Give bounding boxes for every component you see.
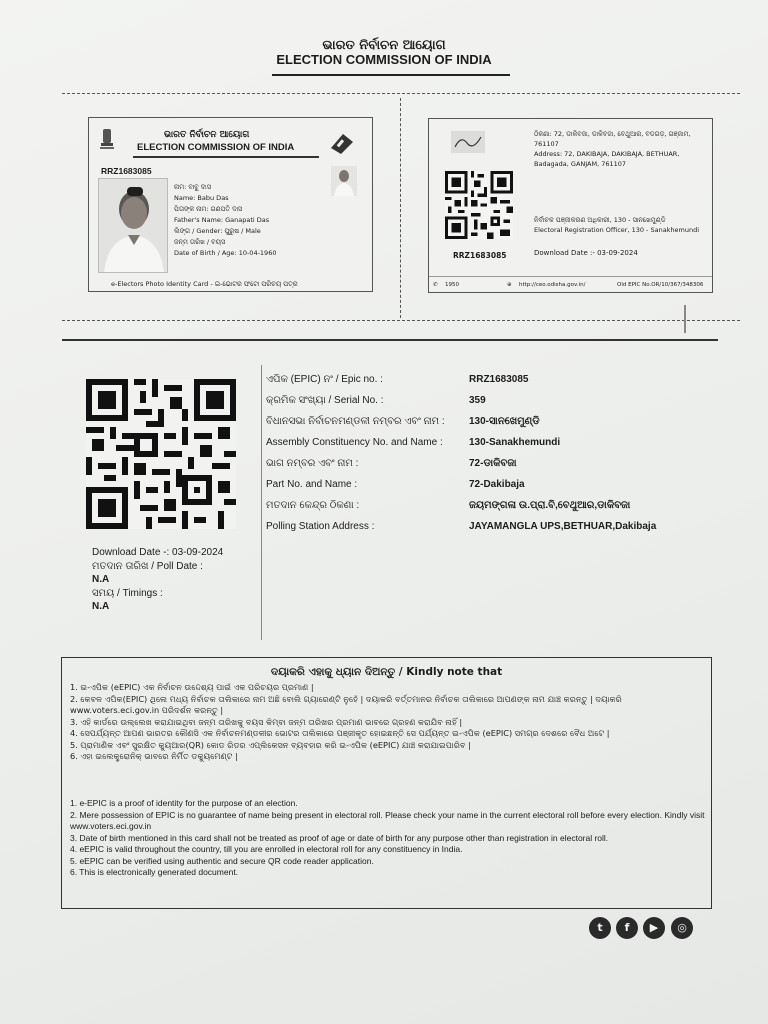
assembly-value-odia: 130-ସାନଖେମୁଣ୍ଡି [469,416,540,427]
website-link[interactable]: http://ceo.odisha.gov.in/ [519,282,586,288]
ero-en: Electoral Registration Officer, 130 - Sanakhemundi [534,226,700,234]
helpline-number: 1950 [445,282,459,288]
timings-label: ସମୟ / Timings : [92,588,163,599]
card-title-underline [133,156,319,158]
phone-icon: ✆ [433,282,438,288]
father-name-odia: ପିତାଙ୍କ ନାମ: ଗଣପତି ଦାସ [174,205,243,213]
part-label: Part No. and Name : [266,479,358,490]
voter-photo-small [331,166,357,196]
dob-odia: ଜନ୍ମ ତାରିଖ / ବୟସ [174,238,226,246]
download-date: Download Date -: 03-09-2024 [92,547,224,558]
poll-date-value: N.A [92,574,110,585]
notice-title: ଦୟାକରି ଏହାକୁ ଧ୍ୟାନ ଦିଅନ୍ତୁ / Kindly note that [270,666,503,678]
notice-odia-item: 2. କେବଳ ଏପିକ(EPIC) ଥିଲେ ମଧ୍ୟ ନିର୍ବାଚକ ତାଲିକାରେ ନାମ ଅଛି ବୋଲି ଗ୍ୟାରେଣ୍ଟି ନୁହେଁ | ଦୟାକରି ବର୍ତ୍ତମାନର ନିର୍ବାଚକ ତାଲିକାରେ ଆପଣଙ୍କ ନାମ ଯାଞ୍ଚ କରନ୍ତୁ | ଦୟାକରି www.voters.eci.gov.in ପରିଦର୍ଶନ କରନ୍ତୁ | [70,693,622,715]
voter-photo [98,178,168,273]
card-title: ELECTION COMMISSION OF INDIA [137,142,295,153]
part-value-odia: 72-ଡାକିବଜା [469,458,517,469]
header-title-odia: ଭାରତ ନିର୍ବାଚନ ଆୟୋଗ [322,38,446,53]
epic-card-back [428,118,713,293]
facebook-icon[interactable]: f [616,917,638,939]
emblem-icon [98,127,116,153]
polling-value-odia: ଜୟମଙ୍ଗଳା ଉ.ପ୍ରା.ବି,ବେଥୁଆର,ଡାକିବଜା [469,500,631,511]
globe-icon: ⊕ [507,282,512,288]
polling-value: JAYAMANGLA UPS,BETHUAR,Dakibaja [469,521,657,532]
polling-label: Polling Station Address : [266,521,375,532]
margin-mark [684,305,686,333]
assembly-value: 130-Sanakhemundi [469,437,561,448]
notice-item: 1. e-EPIC is a proof of identity for the purpose of an election. [70,798,298,808]
notice-odia-item: 4. ସେପର୍ଯ୍ୟନ୍ତ ଆପଣ ଭାରତର କୌଣସି ଏକ ନିର୍ବାଚନମଣ୍ଡଳୀର ଭୋଟର ତାଲିକାରେ ପଞ୍ଜୀକୃତ ହୋଇଛନ୍ତି ସେ ପର୍ଯ୍ୟନ୍ତ ଇ-ଏପିକ (eEPIC) ସମଗ୍ର ଦେଶରେ ବୈଧ ଅଟେ | [70,728,610,738]
notice-box [61,657,712,909]
polling-label-odia: ମତଦାନ କେନ୍ଦ୍ର ଠିକଣା : [266,500,360,511]
signature-image [451,131,485,153]
assembly-label: Assembly Constituency No. and Name : [266,437,443,448]
epic-value: RRZ1683085 [469,374,529,385]
cut-line-bottom [62,320,740,321]
part-value: 72-Dakibaja [469,479,525,490]
notice-odia-item: 5. ପ୍ରାମାଣିକ ଏବଂ ସୁରକ୍ଷିତ କ୍ୟୁଆର(QR) କୋଡ ରିଡର ଏପ୍ଲିକେସନ ବ୍ୟବହାର କରି ଇ-ଏପିକ (eEPIC) ଯାଞ୍ଚ କରାଯାଇପାରିବ | [70,739,471,750]
card-download-date: Download Date :- 03-09-2024 [534,249,638,257]
part-label-odia: ଭାଗ ନମ୍ବର ଏବଂ ନାମ : [266,458,359,469]
youtube-icon[interactable]: ▶ [643,917,665,939]
card-back-strip [429,276,713,293]
notice-item: 5. eEPIC can be verified using authentic and secure QR code reader application. [70,855,374,866]
ero-odia: ନିର୍ବାଚକ ପଞ୍ଜୀକରଣ ଅଧିକାରୀ, 130 - ସାନଖେମୁଣ୍ଡି [534,216,666,224]
cut-line-middle [400,98,401,318]
section-separator [62,339,718,341]
card-epic-number: RRZ1683085 [101,166,152,176]
name-odia: ନାମ: ବାବୁ ଦାସ [174,183,211,191]
notice-item: 6. This is electronically generated document. [70,867,239,877]
header-title: ELECTION COMMISSION OF INDIA [276,52,492,67]
details-divider [261,365,262,640]
poll-date-label: ମତଦାନ ତାରିଖ / Poll Date : [92,561,203,572]
address-en: Address: 72, DAKIBAJA, DAKIBAJA, BETHUAR, Badagada, GANJAM, 761107 [534,150,680,168]
notice-item: 2. Mere possession of EPIC is no guarantee of name being present in electoral roll. Please check your name in the current electoral roll before every election. Kindly visit www.voters.eci.gov.in [70,809,705,831]
notice-odia-item: 6. ଏହା ଇଲେକ୍ଟ୍ରୋନିକ୍ ଭାବରେ ନିର୍ମିତ ଡକ୍ୟୁମେଣ୍ଟ | [70,751,238,761]
address-odia: ଠିକଣା: 72, ଡାକିବଜା, ଡାକିବଜା, ବେଥୁଆର, ବଡଗଡ଼, ଗଞ୍ଜାମ, 761107 [534,130,691,148]
epic-card-front [88,117,373,292]
notice-list [70,798,706,879]
ero-block [534,215,709,235]
old-epic-number: Old EPIC No.OR/10/367/348306 [617,282,704,288]
address-block [534,129,709,169]
instagram-icon[interactable]: ◎ [671,917,693,939]
dob-label: Date of Birth / Age: 10-04-1960 [174,249,277,257]
gender-label: ଲିଙ୍ଗ / Gender: ପୁରୁଷ / Male [174,227,261,235]
header-underline [272,74,510,76]
timings-value: N.A [92,601,110,612]
notice-item: 4. eEPIC is valid throughout the country, till you are enrolled in electoral roll for any constituency in India. [70,844,463,854]
notice-item: 3. Date of birth mentioned in this card shall not be treated as proof of age or date of birth for any purpose other than registration in electoral roll. [70,832,609,843]
card-footer: e-Electors Photo Identity Card - ଇ-ଭୋଟର ଫଟୋ ପରିଚୟ ପତ୍ର [111,280,298,288]
assembly-label-odia: ବିଧାନସଭା ନିର୍ବାଚନମଣ୍ଡଳୀ ନମ୍ବର ଏବଂ ନାମ : [266,416,445,427]
serial-label: କ୍ରମିକ ସଂଖ୍ୟା / Serial No. : [266,395,384,406]
serial-value: 359 [469,395,486,406]
notice-odia-item: 3. ଏହି କାର୍ଡରେ ଉଲ୍ଲେଖ କରାଯାଇଥିବା ଜନ୍ମ ତାରିଖକୁ ବୟସ କିମ୍ବା ଜନ୍ମ ତାରିଖର ପ୍ରମାଣ ଭାବରେ ଗ୍ରହଣ କରାଯିବ ନାହିଁ | [70,716,463,727]
main-qr-code [86,379,236,529]
name-label: Name: Babu Das [174,194,229,202]
father-name-label: Father's Name: Ganapati Das [174,216,270,224]
twitter-icon[interactable]: t [589,917,611,939]
card-back-epic-number: RRZ1683085 [453,251,507,260]
card-title-odia: ଭାରତ ନିର୍ବାଚନ ଆୟୋଗ [164,130,250,140]
notice-list-odia [70,682,706,763]
cut-line-top [62,93,740,94]
epic-label-odia: ଏପିକ (EPIC) ନଂ / Epic no. : [266,374,383,385]
notice-odia-item: 1. ଇ-ଏପିକ (eEPIC) ଏକ ନିର୍ବାଚନ ଉଦ୍ଦେଶ୍ୟ ପାଇଁ ଏକ ପରିଚୟର ପ୍ରମାଣ | [70,682,314,692]
eci-logo-icon [327,130,357,156]
card-qr-code [445,171,513,239]
